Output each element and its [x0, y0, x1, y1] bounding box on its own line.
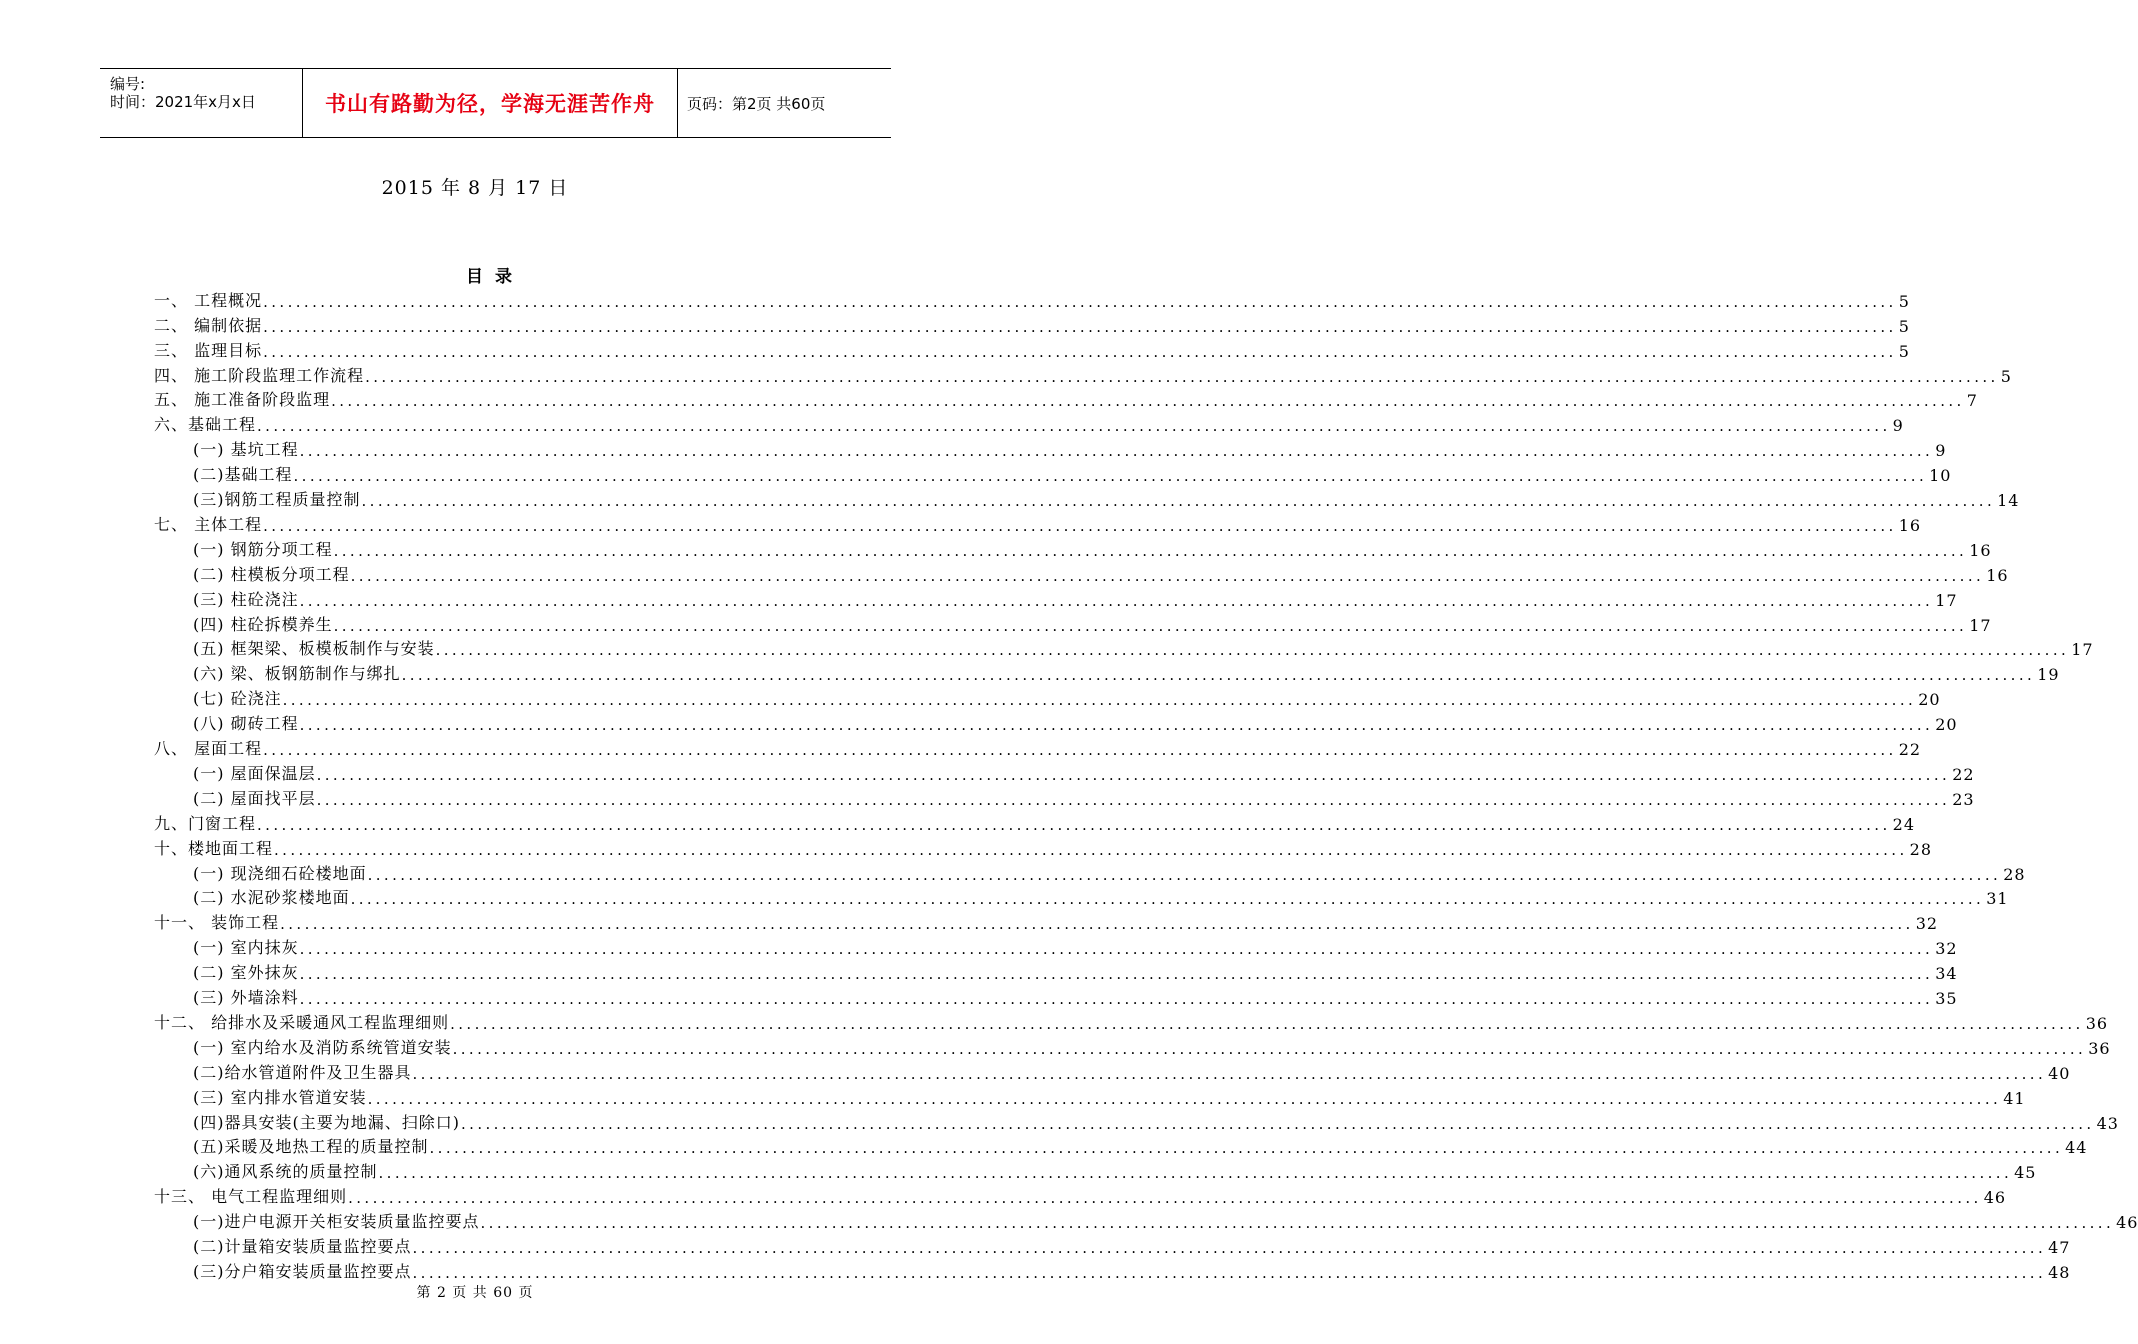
toc-entry-page: 19: [2037, 665, 2060, 685]
toc-entry[interactable]: [193, 1158, 2037, 1183]
toc-entry[interactable]: [154, 834, 1932, 859]
toc-entry-page: 10: [1929, 466, 1952, 486]
toc-entry[interactable]: [193, 1257, 2071, 1282]
document-time-label: 时间：2021年x月x日: [110, 93, 256, 111]
toc-entry[interactable]: [154, 336, 1910, 361]
toc-entry-page: 35: [1935, 989, 1958, 1009]
toc-dot-leader: ........................................................................................................................................................................................................: [299, 965, 1934, 984]
toc-entry[interactable]: [154, 286, 1910, 311]
toc-entry[interactable]: [193, 784, 1975, 809]
toc-entry[interactable]: [154, 809, 1915, 834]
toc-entry-label: (二)计量箱安装质量监控要点: [193, 1237, 412, 1257]
toc-entry-label: (一) 屋面保温层: [193, 763, 316, 783]
toc-entry-page: 28: [2003, 864, 2026, 884]
toc-entry-page: 24: [1892, 814, 1915, 834]
toc-entry-label: (一) 室内抹灰: [193, 938, 299, 958]
toc-dot-leader: ........................................................................................................................................................................................................: [429, 1139, 2064, 1158]
toc-entry-page: 23: [1952, 789, 1975, 809]
toc-dot-leader: ........................................................................................................................................................................................................: [350, 566, 1985, 585]
toc-entry-page: 47: [2048, 1238, 2071, 1258]
toc-entry[interactable]: [193, 485, 2020, 511]
toc-entry-label: (八) 砌砖工程: [193, 714, 299, 734]
toc-entry-label: (一) 现浇细石砼楼地面: [193, 863, 367, 883]
toc-entry-label: (三) 室内排水管道安装: [193, 1087, 367, 1107]
toc-entry-label: 二、 编制依据: [154, 315, 263, 335]
toc-dot-leader: ........................................................................................................................................................................................................: [282, 691, 1917, 710]
toc-entry-page: 16: [1986, 565, 2009, 585]
toc-dot-leader: ........................................................................................................................................................................................................: [378, 1164, 2013, 1183]
toc-entry[interactable]: [193, 460, 1952, 486]
toc-dot-leader: ........................................................................................................................................................................................................: [316, 790, 1951, 809]
toc-entry[interactable]: [193, 1133, 2088, 1158]
toc-entry[interactable]: [193, 983, 1958, 1009]
toc-entry[interactable]: [154, 510, 1922, 535]
toc-dot-leader: ........................................................................................................................................................................................................: [450, 1014, 2084, 1033]
toc-entry-label: (四) 柱砼拆模养生: [193, 614, 333, 634]
toc-entry-page: 5: [2000, 366, 2012, 386]
toc-entry-page: 28: [1909, 839, 1932, 859]
toc-entry-page: 20: [1935, 715, 1958, 735]
toc-entry[interactable]: [193, 933, 1958, 959]
toc-entry[interactable]: [193, 535, 1992, 560]
toc-entry[interactable]: [154, 386, 1978, 411]
toc-dot-leader: ........................................................................................................................................................................................................: [367, 865, 2002, 884]
toc-entry-page: 17: [2071, 640, 2094, 660]
motto-text: 书山有路勤为径，学海无涯苦作舟: [325, 92, 655, 116]
toc-dot-leader: ........................................................................................................................................................................................................: [480, 1214, 2115, 1233]
toc-entry-label: (三) 柱砼浇注: [193, 589, 299, 609]
toc-entry[interactable]: [193, 759, 1975, 784]
toc-entry[interactable]: [193, 635, 2094, 660]
toc-entry[interactable]: [154, 361, 2012, 386]
toc-entry-label: (四)器具安装(主要为地漏、扫除口): [193, 1112, 460, 1132]
toc-dot-leader: ........................................................................................................................................................................................................: [435, 641, 2070, 660]
toc-entry-page: 36: [2085, 1013, 2109, 1033]
toc-dot-leader: ........................................................................................................................................................................................................: [348, 1189, 1982, 1208]
toc-entry[interactable]: [193, 1033, 2111, 1058]
toc-dot-leader: ........................................................................................................................................................................................................: [263, 317, 1897, 336]
document-number-label: 编号:: [110, 75, 146, 93]
toc-entry[interactable]: [193, 585, 1958, 610]
toc-dot-leader: ........................................................................................................................................................................................................: [257, 417, 1891, 436]
toc-entry-label: (一) 室内给水及消防系统管道安装: [193, 1037, 452, 1057]
toc-dot-leader: ........................................................................................................................................................................................................: [452, 1039, 2087, 1058]
toc-entry-page: 5: [1898, 291, 1910, 311]
toc-dot-leader: ........................................................................................................................................................................................................: [299, 990, 1934, 1009]
toc-entry-label: (一)进户电源开关柜安装质量监控要点: [193, 1212, 480, 1232]
toc-entry[interactable]: [193, 884, 2009, 909]
toc-dot-leader: ........................................................................................................................................................................................................: [350, 890, 1985, 909]
toc-dot-leader: ........................................................................................................................................................................................................: [299, 442, 1934, 461]
toc-entry-label: 九、门窗工程: [154, 813, 257, 833]
document-date: 2015 年 8 月 17 日: [381, 177, 569, 199]
toc-entry[interactable]: [193, 709, 1958, 735]
toc-dot-leader: ........................................................................................................................................................................................................: [365, 367, 1999, 386]
toc-entry-page: 22: [1898, 740, 1922, 760]
toc-entry-page: 41: [2003, 1088, 2026, 1108]
toc-dot-leader: ........................................................................................................................................................................................................: [316, 765, 1951, 784]
toc-entry[interactable]: [193, 660, 2060, 685]
toc-entry-label: (一) 钢筋分项工程: [193, 539, 333, 559]
toc-dot-leader: ........................................................................................................................................................................................................: [331, 392, 1965, 411]
toc-dot-leader: ........................................................................................................................................................................................................: [361, 492, 1996, 511]
toc-entry-label: 十、楼地面工程: [154, 838, 274, 858]
toc-entry-label: (二) 室外抹灰: [193, 963, 299, 983]
toc-entry-label: (二) 屋面找平层: [193, 788, 316, 808]
page-header: [100, 68, 891, 138]
toc-entry-label: 三、 监理目标: [154, 340, 263, 360]
header-page-label: 页码：第2页 共60页: [687, 94, 826, 113]
toc-entry-page: 17: [1935, 590, 1958, 610]
toc-entry-page: 20: [1918, 690, 1941, 710]
toc-entry[interactable]: [193, 1232, 2071, 1258]
toc-entry-page: 32: [1915, 914, 1939, 934]
toc-entry-label: 四、 施工阶段监理工作流程: [154, 365, 365, 385]
toc-entry-page: 7: [1966, 391, 1978, 411]
header-motto-cell: [302, 69, 678, 137]
header-page-cell: [677, 69, 901, 137]
toc-entry-label: 六、基础工程: [154, 415, 257, 435]
toc-dot-leader: ........................................................................................................................................................................................................: [257, 815, 1891, 834]
toc-entry-page: 16: [1898, 515, 1922, 535]
toc-entry[interactable]: [154, 311, 1910, 336]
toc-entry-page: 46: [2116, 1213, 2138, 1233]
toc-entry-page: 9: [1935, 441, 1947, 461]
toc-entry-label: 十三、 电气工程监理细则: [154, 1187, 348, 1207]
toc-entry-page: 9: [1892, 416, 1904, 436]
toc-entry-label: 一、 工程概况: [154, 290, 263, 310]
toc-entry-page: 44: [2065, 1138, 2088, 1158]
toc-entry-label: (五)采暖及地热工程的质量控制: [193, 1137, 429, 1157]
toc-entry-page: 5: [1898, 316, 1910, 336]
toc-entry-label: (三)分户箱安装质量监控要点: [193, 1261, 412, 1281]
toc-entry-label: 七、 主体工程: [154, 514, 263, 534]
toc-entry-label: 十二、 给排水及采暖通风工程监理细则: [154, 1012, 450, 1032]
toc-dot-leader: ........................................................................................................................................................................................................: [333, 616, 1968, 635]
toc-entry[interactable]: [154, 734, 1922, 760]
toc-entry[interactable]: [193, 1083, 2026, 1108]
toc-entry[interactable]: [154, 411, 1904, 436]
toc-dot-leader: ........................................................................................................................................................................................................: [333, 541, 1968, 560]
toc-entry[interactable]: [193, 958, 1958, 984]
toc-entry-label: (一) 基坑工程: [193, 440, 299, 460]
toc-entry-label: (二)基础工程: [193, 465, 293, 485]
toc-entry[interactable]: [193, 684, 1941, 710]
toc-entry-label: 八、 屋面工程: [154, 739, 263, 759]
toc-dot-leader: ........................................................................................................................................................................................................: [263, 741, 1897, 760]
toc-dot-leader: ........................................................................................................................................................................................................: [280, 915, 1914, 934]
toc-entry[interactable]: [193, 1108, 2119, 1133]
toc-entry-label: (五) 框架梁、板模板制作与安装: [193, 639, 435, 659]
toc-entry[interactable]: [193, 610, 1992, 635]
toc-entry-page: 36: [2088, 1038, 2111, 1058]
toc-entry[interactable]: [193, 435, 1947, 461]
toc-dot-leader: ........................................................................................................................................................................................................: [460, 1114, 2095, 1133]
toc-dot-leader: ........................................................................................................................................................................................................: [412, 1263, 2047, 1282]
toc-entry-page: 14: [1997, 491, 2020, 511]
toc-dot-leader: ........................................................................................................................................................................................................: [293, 467, 1928, 486]
toc-dot-leader: ........................................................................................................................................................................................................: [401, 666, 2036, 685]
toc-entry-page: 17: [1969, 615, 1992, 635]
toc-entry-page: 22: [1952, 764, 1975, 784]
toc-dot-leader: ........................................................................................................................................................................................................: [367, 1089, 2002, 1108]
toc-entry-label: (六)通风系统的质量控制: [193, 1162, 378, 1182]
toc-dot-leader: ........................................................................................................................................................................................................: [263, 292, 1897, 311]
toc-entry-page: 48: [2048, 1262, 2071, 1282]
toc-entry-label: (七) 砼浇注: [193, 689, 282, 709]
toc-entry-label: (二)给水管道附件及卫生器具: [193, 1062, 412, 1082]
toc-entry[interactable]: [193, 1058, 2071, 1083]
toc-entry-page: 16: [1969, 540, 1992, 560]
toc-entry[interactable]: [154, 1008, 2109, 1033]
toc-entry-page: 32: [1935, 939, 1958, 959]
toc-entry[interactable]: [154, 1182, 2007, 1208]
toc-entry-label: (二) 柱模板分项工程: [193, 564, 350, 584]
toc-title: 目录: [466, 267, 524, 287]
toc-entry[interactable]: [193, 859, 2026, 884]
toc-entry-page: 45: [2014, 1163, 2037, 1183]
toc-entry-label: (六) 梁、板钢筋制作与绑扎: [193, 664, 401, 684]
page-footer: 第 2 页 共 60 页: [416, 1285, 534, 1301]
toc-entry[interactable]: [193, 1207, 2138, 1233]
toc-entry-page: 5: [1898, 341, 1910, 361]
toc-dot-leader: ........................................................................................................................................................................................................: [263, 342, 1897, 361]
toc-entry-page: 40: [2048, 1063, 2071, 1083]
toc-dot-leader: ........................................................................................................................................................................................................: [299, 716, 1934, 735]
toc-entry-page: 34: [1935, 964, 1958, 984]
toc-dot-leader: ........................................................................................................................................................................................................: [299, 940, 1934, 959]
toc-entry-page: 43: [2096, 1113, 2119, 1133]
toc-entry-label: (三)钢筋工程质量控制: [193, 490, 361, 510]
toc-entry-page: 46: [1983, 1188, 2007, 1208]
toc-dot-leader: ........................................................................................................................................................................................................: [412, 1064, 2047, 1083]
toc-dot-leader: ........................................................................................................................................................................................................: [263, 516, 1897, 535]
toc-entry[interactable]: [193, 560, 2009, 585]
toc-entry[interactable]: [154, 909, 1939, 934]
toc-dot-leader: ........................................................................................................................................................................................................: [299, 591, 1934, 610]
toc-entry-page: 31: [1986, 889, 2009, 909]
toc-entry-label: 五、 施工准备阶段监理: [154, 390, 331, 410]
toc-dot-leader: ........................................................................................................................................................................................................: [412, 1239, 2047, 1258]
toc-entry-label: (三) 外墙涂料: [193, 988, 299, 1008]
toc-entry-label: (二) 水泥砂浆楼地面: [193, 888, 350, 908]
toc-entry-label: 十一、 装饰工程: [154, 913, 280, 933]
header-left-cell: [100, 69, 302, 137]
toc-dot-leader: ........................................................................................................................................................................................................: [274, 840, 1908, 859]
